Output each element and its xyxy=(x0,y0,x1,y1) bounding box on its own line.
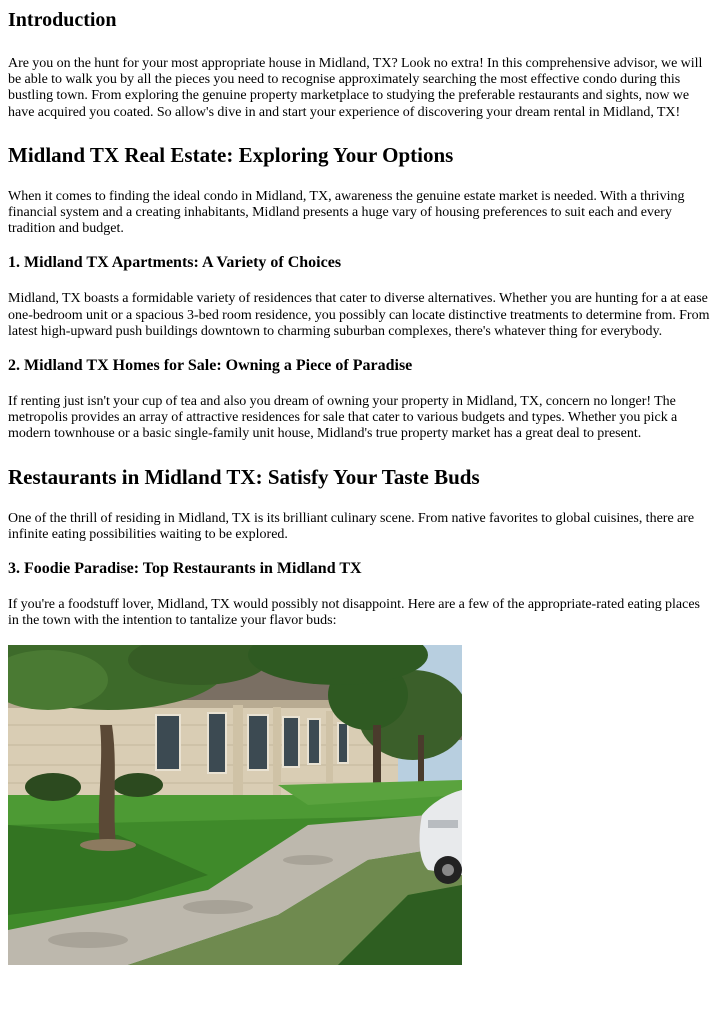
building-photo xyxy=(8,645,462,965)
foodie-paragraph: If you're a foodstuff lover, Midland, TX would possibly not disappoint. Here are a few of the appropriate-rated eating places in the town with the intention to tantalize your flavor buds: xyxy=(8,597,700,629)
homes-heading: 2. Midland TX Homes for Sale: Owning a Piece of Paradise xyxy=(8,357,413,375)
real-estate-heading: Midland TX Real Estate: Exploring Your Options xyxy=(8,142,454,167)
apartments-heading: 1. Midland TX Apartments: A Variety of Choices xyxy=(8,254,342,272)
intro-paragraph: Are you on the hunt for your most appropriate house in Midland, TX? Look no extra! In this comprehensive advisor, we will be able to walk you by all the pieces you need to recognise approximately searching the most effective condo during this bustling town. From exploring the genuine property marketplace to studying the preferable restaurants and sights, now we have acquired you coated. So allow's dive in and start your experience of discovering your dream rental in Midland, TX! xyxy=(8,56,703,120)
homes-paragraph: If renting just isn't your cup of tea and also you dream of owning your property in Midland, TX, concern no longer! The metropolis provides an array of attractive residences for sale that cater to various budgets and types. Whether you pick a modern townhouse or a basic single-family unit house, Midland's true property market has a great deal to present. xyxy=(8,394,678,442)
intro-heading: Introduction xyxy=(8,9,117,31)
foodie-heading: 3. Foodie Paradise: Top Restaurants in Midland TX xyxy=(8,560,362,578)
restaurants-heading: Restaurants in Midland TX: Satisfy Your Taste Buds xyxy=(8,464,480,489)
real-estate-paragraph: When it comes to finding the ideal condo in Midland, TX, awareness the genuine estate market is needed. With a thriving financial system and a creating inhabitants, Midland presents a huge vary of housing preferences to suit each and every tradition and budget. xyxy=(8,188,685,237)
building-photo-illustration xyxy=(8,645,462,965)
apartments-paragraph: Midland, TX boasts a formidable variety of residences that cater to diverse alternatives. Whether you are hunting for a at ease one-bedroom unit or a spacious 3-bed room residence, you possibly can locate distinctive treatments to determine from. From latest high-upward push buildings downtown to charming suburban complexes, there's whatever thing for everybody. xyxy=(8,291,710,339)
restaurants-paragraph: One of the thrill of residing in Midland, TX is its brilliant culinary scene. From native favorites to global cuisines, there are infinite eating possibilities waiting to be explored. xyxy=(8,510,695,542)
article xyxy=(0,8,720,965)
